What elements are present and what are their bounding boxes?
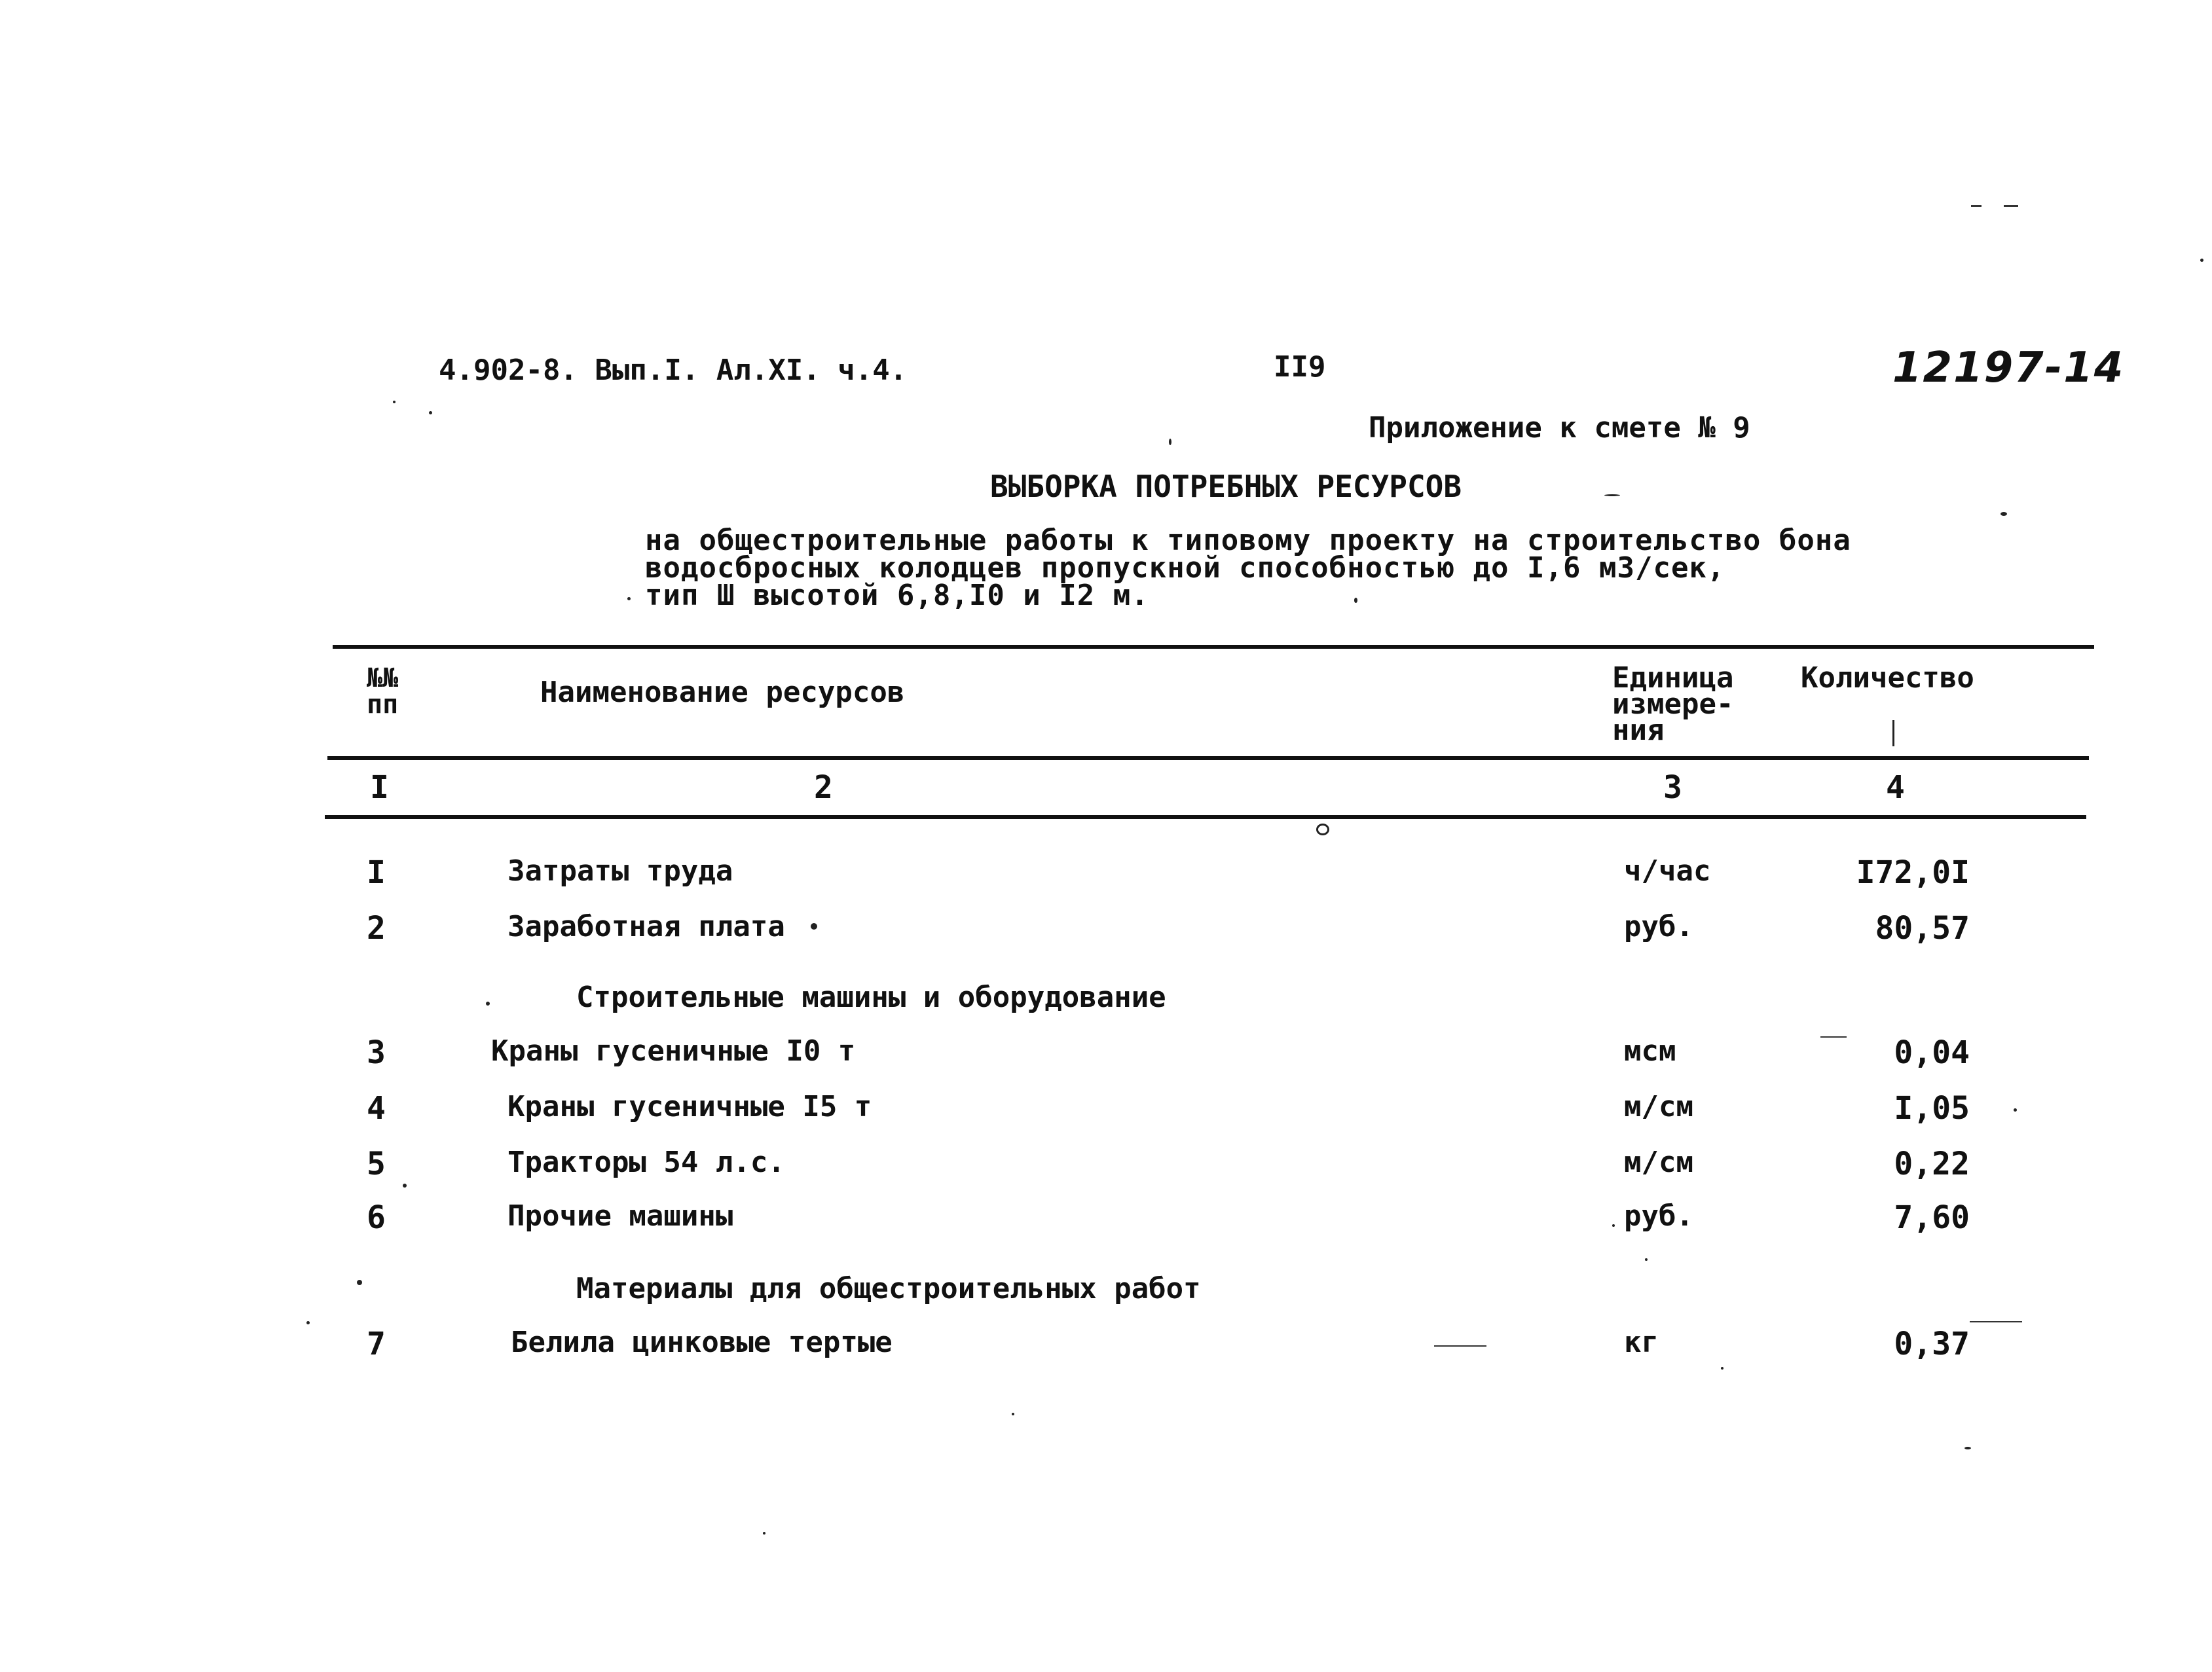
row-quantity: 0,22 — [1894, 1146, 1970, 1182]
page-number: II9 — [1274, 350, 1326, 384]
table-row — [0, 1034, 2212, 1080]
column-number-4: 4 — [1886, 769, 1905, 806]
row-number: I — [367, 854, 386, 891]
column-number-1: I — [370, 769, 389, 806]
row-quantity: 0,04 — [1894, 1034, 1970, 1071]
row-quantity: 80,57 — [1875, 910, 1970, 947]
row-resource-name: Прочие машины — [507, 1199, 733, 1233]
row-number: 6 — [367, 1199, 386, 1236]
subtitle-line-3: тип Ш высотой 6,8,I0 и I2 м. — [645, 579, 1149, 612]
row-quantity: I72,0I — [1856, 854, 1970, 891]
subtitle-line-1: на общестроительные работы к типовому проекту на строительство бона — [645, 524, 1851, 557]
row-number: 2 — [367, 910, 386, 947]
table-row — [0, 1199, 2212, 1245]
row-number: 3 — [367, 1034, 386, 1071]
row-unit: ч/час — [1624, 854, 1711, 888]
header-unit-line-1: Единица — [1612, 661, 1734, 695]
row-number: 7 — [367, 1326, 386, 1362]
row-resource-name: Заработная плата — [507, 910, 785, 943]
table-row — [0, 854, 2212, 900]
document-code: 4.902-8. Вып.I. Ал.XI. ч.4. — [439, 354, 908, 387]
header-bottom-rule — [327, 756, 2089, 760]
appendix-label: Приложение к смете № 9 — [1369, 411, 1750, 445]
header-num-line-1: №№ — [367, 663, 399, 693]
header-name: Наименование ресурсов — [540, 676, 905, 709]
row-resource-name: Белила цинковые тертые — [511, 1326, 893, 1359]
row-number: 5 — [367, 1146, 386, 1182]
row-unit: мсм — [1624, 1034, 1676, 1068]
table-row — [0, 1090, 2212, 1136]
archive-number: 12197-14 — [1892, 344, 2125, 392]
row-quantity: I,05 — [1894, 1090, 1970, 1127]
row-resource-name: Краны гусеничные I0 т — [491, 1034, 856, 1068]
row-resource-name: Краны гусеничные I5 т — [507, 1090, 872, 1123]
row-number: 4 — [367, 1090, 386, 1127]
row-resource-name: Тракторы 54 л.с. — [507, 1146, 785, 1179]
subtitle-line-2: водосбросных колодцев пропускной способностью до I,6 м3/сек, — [645, 551, 1725, 585]
document-title: ВЫБОРКА ПОТРЕБНЫХ РЕСУРСОВ — [990, 469, 1462, 504]
row-quantity: 7,60 — [1894, 1199, 1970, 1236]
table-row — [0, 1326, 2212, 1372]
row-unit: м/см — [1624, 1090, 1693, 1123]
row-quantity: 0,37 — [1894, 1326, 1970, 1362]
row-unit: руб. — [1624, 1199, 1693, 1233]
column-numbers-bottom-rule — [325, 815, 2086, 819]
section-heading-materials: Материалы для общестроительных работ — [576, 1272, 1201, 1305]
column-number-3: 3 — [1663, 769, 1682, 806]
header-qty: Количество — [1801, 661, 1974, 695]
row-resource-name: Затраты труда — [507, 854, 733, 888]
table-row — [0, 910, 2212, 956]
section-heading-machines: Строительные машины и оборудование — [576, 981, 1166, 1014]
row-unit: руб. — [1624, 910, 1693, 943]
table-top-rule — [333, 645, 2094, 649]
table-row — [0, 1146, 2212, 1191]
header-num-line-2: пп — [367, 689, 399, 719]
header-unit-line-3: ния — [1612, 714, 1665, 747]
row-unit: м/см — [1624, 1146, 1693, 1179]
header-unit-line-2: измере- — [1612, 687, 1734, 721]
column-number-2: 2 — [814, 769, 833, 806]
row-unit: кг — [1624, 1326, 1659, 1359]
